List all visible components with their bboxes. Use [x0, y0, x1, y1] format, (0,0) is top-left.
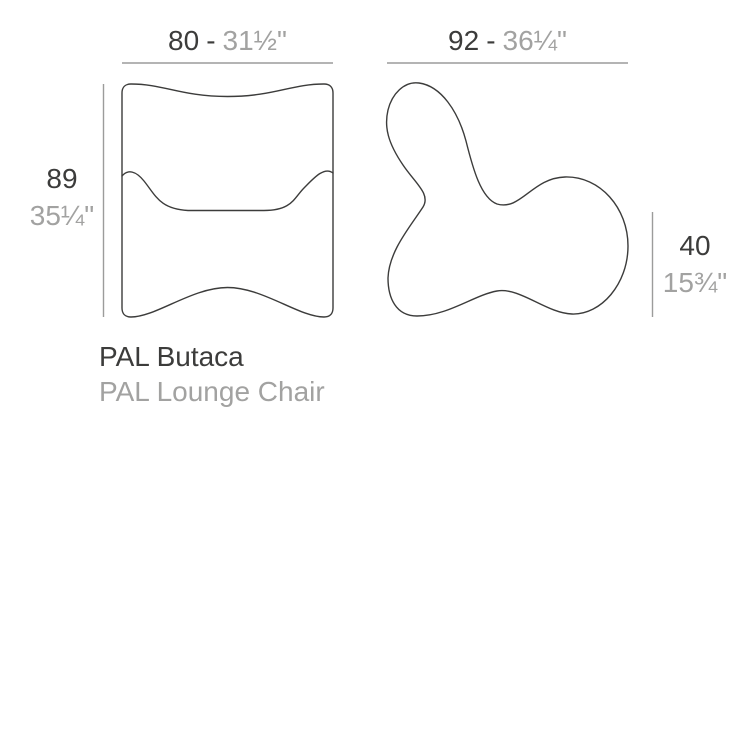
- front-view-outline: [122, 84, 333, 317]
- front-width-metric: 80: [168, 25, 200, 56]
- plan-width-label: [387, 27, 628, 55]
- product-title: PAL Butaca: [99, 341, 244, 372]
- plan-width-metric: 92: [448, 25, 480, 56]
- dimension-separator: -: [206, 25, 216, 56]
- height-metric: 89: [46, 163, 78, 194]
- front-view-seat-curve: [122, 171, 333, 210]
- seat-height-label: [651, 227, 739, 301]
- seat-height-metric: 40: [679, 230, 711, 261]
- seat-height-imperial: 15¾": [662, 267, 728, 298]
- dimension-separator: -: [486, 25, 496, 56]
- front-width-label: [122, 27, 333, 55]
- plan-view-outline: [387, 83, 628, 316]
- front-width-imperial: 31½": [222, 25, 287, 56]
- height-label: [18, 160, 106, 234]
- product-subtitle: PAL Lounge Chair: [99, 376, 325, 407]
- plan-width-imperial: 36¼": [502, 25, 567, 56]
- height-imperial: 35¼": [29, 200, 95, 231]
